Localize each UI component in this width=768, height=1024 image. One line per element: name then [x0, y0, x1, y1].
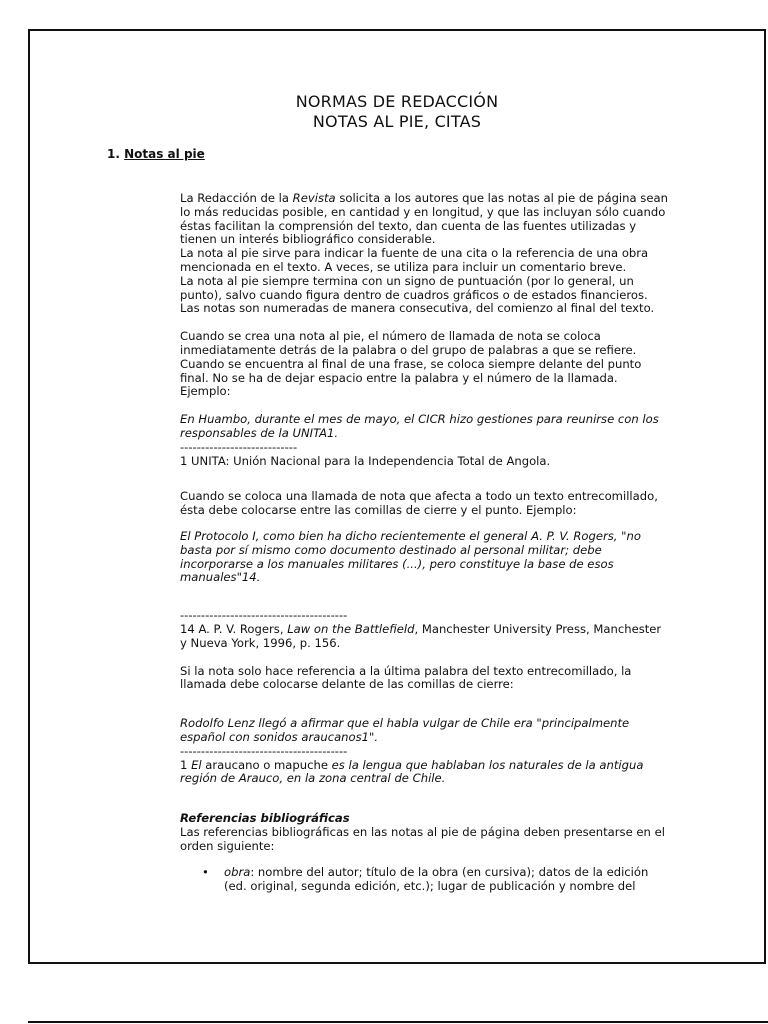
paragraph-placement: Cuando se crea una nota al pie, el número de llamada de nota se coloca inmediatamente detrás de la palabra o del grupo de palabras a que se refiere. Cuando se encuentra al final de una frase, se coloca siempre delante del punto final. No se ha de dejar espacio entre la palabra y el número de la llamada. Ejemplo:	[180, 329, 642, 399]
paragraph-purpose: La nota al pie sirve para indicar la fuente de una cita o la referencia de una obra mencionada en el texto. A veces, se utiliza para incluir un comentario breve.	[180, 246, 649, 274]
section-heading	[107, 147, 205, 161]
footnote-emphasis: es la lengua que hablaban los naturales de la antigua región de Arauco, en la zona central de Chile.	[180, 757, 644, 786]
paragraph-numbering: Las notas son numeradas de manera consecutiva, del comienzo al final del texto.	[180, 301, 655, 316]
footnote-divider: ----------------------------------------	[180, 608, 348, 623]
list-item	[180, 866, 670, 894]
list-item-text: : nombre del autor; título de la obra (en cursiva); datos de la edición (ed. original, segunda edición, etc.); lugar de publicación y nombre del	[224, 865, 649, 894]
list-item-term: obra	[224, 865, 251, 880]
paragraph-quotes: Cuando se coloca una llamada de nota que afecta a todo un texto entrecomillado, ésta debe colocarse entre las comillas de cierre y el punto. Ejemplo:	[180, 489, 658, 518]
example-lenz	[180, 717, 670, 745]
footnote-araucano	[180, 759, 670, 787]
example-protocol	[180, 530, 670, 585]
footnote-divider: ----------------------------	[180, 439, 298, 454]
example-text: En Huambo, durante el mes de mayo, el CICR hizo gestiones para reunirse con los responsables de la UNITA1.	[180, 412, 659, 440]
paragraph-revista	[180, 192, 670, 247]
paragraph-punctuation: La nota al pie siempre termina con un signo de puntuación (por lo general, un punto), salvo cuando figura dentro de cuadros gráficos o de estados financieros.	[180, 273, 648, 302]
references-heading: Referencias bibliográficas	[180, 811, 350, 826]
footnote-text: 1	[180, 757, 192, 772]
footnote-text: , Manchester University Press, Manchester y Nueva York, 1996, p. 156.	[180, 621, 662, 650]
bullet-icon: •	[202, 865, 209, 880]
footnote-title: Law on the Battlefield	[287, 621, 415, 636]
references-intro: Las referencias bibliográficas en las notas al pie de página deben presentarse en el orden siguiente:	[180, 824, 665, 853]
example-text: El Protocolo I, como bien ha dicho recientemente el general A. P. V. Rogers, "no basta por sí mismo como documento destinado al personal militar; debe incorporarse a los manuales militares (...), pero constituye la base de esos manuales"14.	[180, 528, 641, 585]
paragraph-last-word: Si la nota solo hace referencia a la última palabra del texto entrecomillado, la llamada debe colocarse delante de las comillas de cierre:	[180, 663, 632, 692]
example-text: Rodolfo Lenz llegó a afirmar que el habla vulgar de Chile era "principalmente español con sonidos araucanos1".	[180, 716, 630, 744]
footnote-unita: 1 UNITA: Unión Nacional para la Independencia Total de Angola.	[180, 453, 551, 468]
footnote-rogers	[180, 623, 670, 651]
paragraph-emphasis: Revista	[292, 191, 336, 205]
example-unita	[180, 413, 670, 441]
footnote-divider: ----------------------------------------	[180, 743, 348, 758]
footnote-text: 14 A. P. V. Rogers,	[180, 621, 288, 636]
document-title: NORMAS DE REDACCIÓN	[295, 92, 499, 111]
document-page	[28, 29, 766, 964]
footnote-emphasis: El	[191, 757, 202, 772]
paragraph-text: solicita a los autores que las notas al pie de página sean lo más reducidas posible, en cantidad y en longitud, y que las incluyan sólo cuando éstas facilitan la comprensión del texto, dan cuenta de las fuentes utilizadas y tienen un interés bibliográfico considerable.	[180, 191, 668, 247]
document-subtitle: NOTAS AL PIE, CITAS	[312, 112, 482, 131]
footnote-text: araucano o mapuche	[201, 757, 332, 772]
next-page-edge	[28, 1021, 768, 1023]
section-title: Notas al pie	[124, 147, 205, 161]
paragraph-text: La Redacción de la	[180, 191, 293, 205]
document-body	[180, 192, 670, 894]
section-number: 1.	[107, 147, 120, 161]
